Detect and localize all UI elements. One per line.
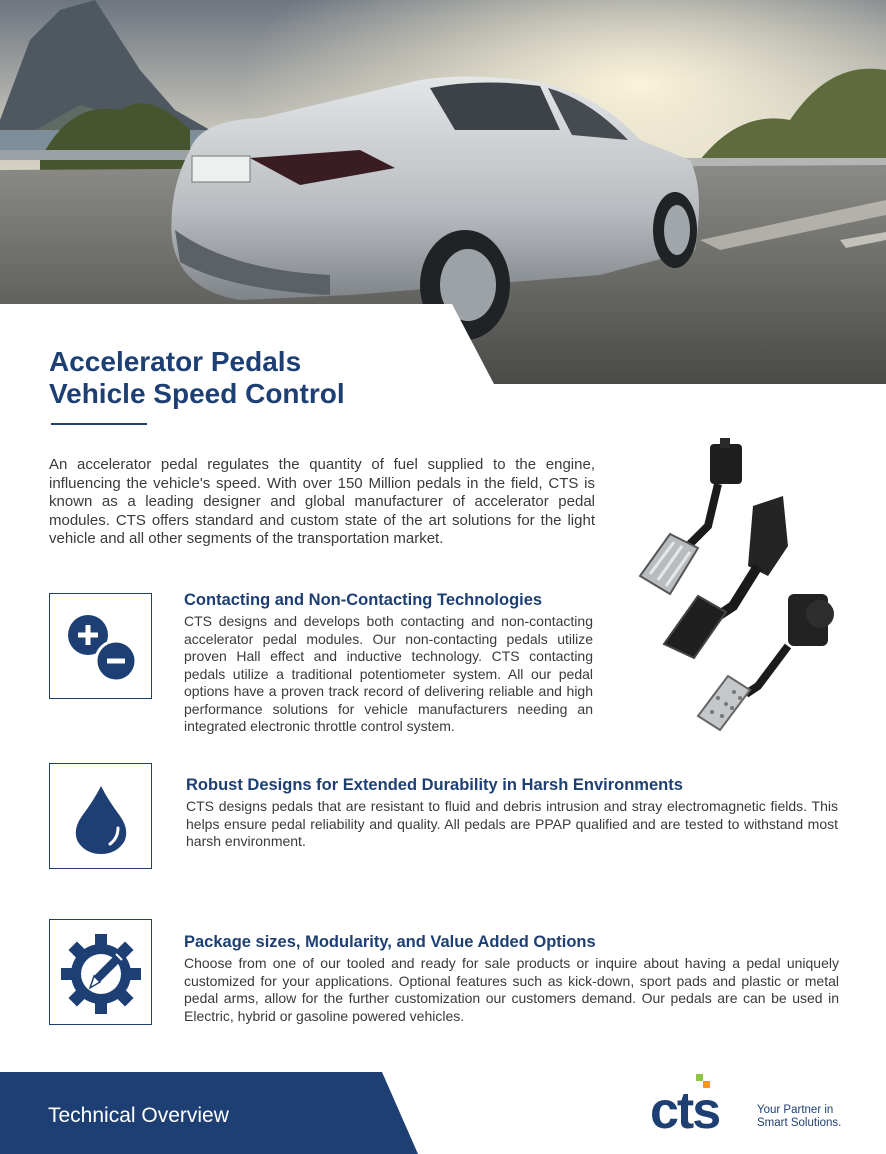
- feature-title-3: Package sizes, Modularity, and Value Added Options: [184, 933, 596, 951]
- feature-text-1: CTS designs and develops both contacting and non-contacting accelerator pedal modules. Our non-contacting pedals utilize proven Hall effect and inductive technology. CTS contacting pedals utilize a traditional potentiometer system. All our pedal options have a proven track record of delivering reliable and high performance solutions for vehicle manufacturers needing an integrated electronic throttle control system.: [184, 613, 593, 734]
- title-underline: [51, 423, 147, 425]
- hero-car-photo: [0, 0, 886, 384]
- logo-wordmark: cts: [650, 1082, 720, 1136]
- water-drop-icon: [50, 764, 153, 870]
- feature-title-1: Contacting and Non-Contacting Technologies: [184, 591, 543, 609]
- tagline-line-2: Smart Solutions.: [757, 1117, 842, 1129]
- feature-icon-box-2: [49, 763, 152, 869]
- gear-pencil-icon: [50, 920, 153, 1026]
- feature-text-3: Choose from one of our tooled and ready for sale products or inquire about having a pedal uniquely customized for your applications. Optional features such as kick-down, sport pads and plastic or metal pedal arms, allow for the further customization our customers demand. Our pedals are can be used in Electric, hybrid or gasoline powered vehicles.: [184, 955, 839, 1024]
- page-title: Accelerator Pedals: [49, 346, 302, 377]
- plus-minus-icon: [50, 594, 153, 700]
- feature-title-2: Robust Designs for Extended Durability in Harsh Environments: [186, 776, 683, 794]
- page-subtitle: Vehicle Speed Control: [49, 378, 345, 409]
- title-block: [49, 346, 345, 410]
- tagline-line-1: Your Partner in: [757, 1104, 834, 1116]
- feature-icon-box-3: [49, 919, 152, 1025]
- feature-text-2: CTS designs pedals that are resistant to fluid and debris intrusion and stray electromagnetic fields. This helps ensure pedal reliability and quality. All pedals are PPAP qualified and are tested to withstand most harsh environment.: [186, 798, 838, 849]
- intro-paragraph: An accelerator pedal regulates the quantity of fuel supplied to the engine, influencing the vehicle's speed. With over 150 Million pedals in the field, CTS is known as a leading designer and global manufacturer of accelerator pedal modules. CTS offers standard and custom state of the art solutions for the light vehicle and all other segments of the transportation market.: [49, 456, 595, 547]
- feature-icon-box-1: [49, 593, 152, 699]
- logo-tagline: [757, 1104, 841, 1130]
- accelerator-pedals-photo: [628, 436, 848, 736]
- footer-label: Technical Overview: [48, 1104, 229, 1127]
